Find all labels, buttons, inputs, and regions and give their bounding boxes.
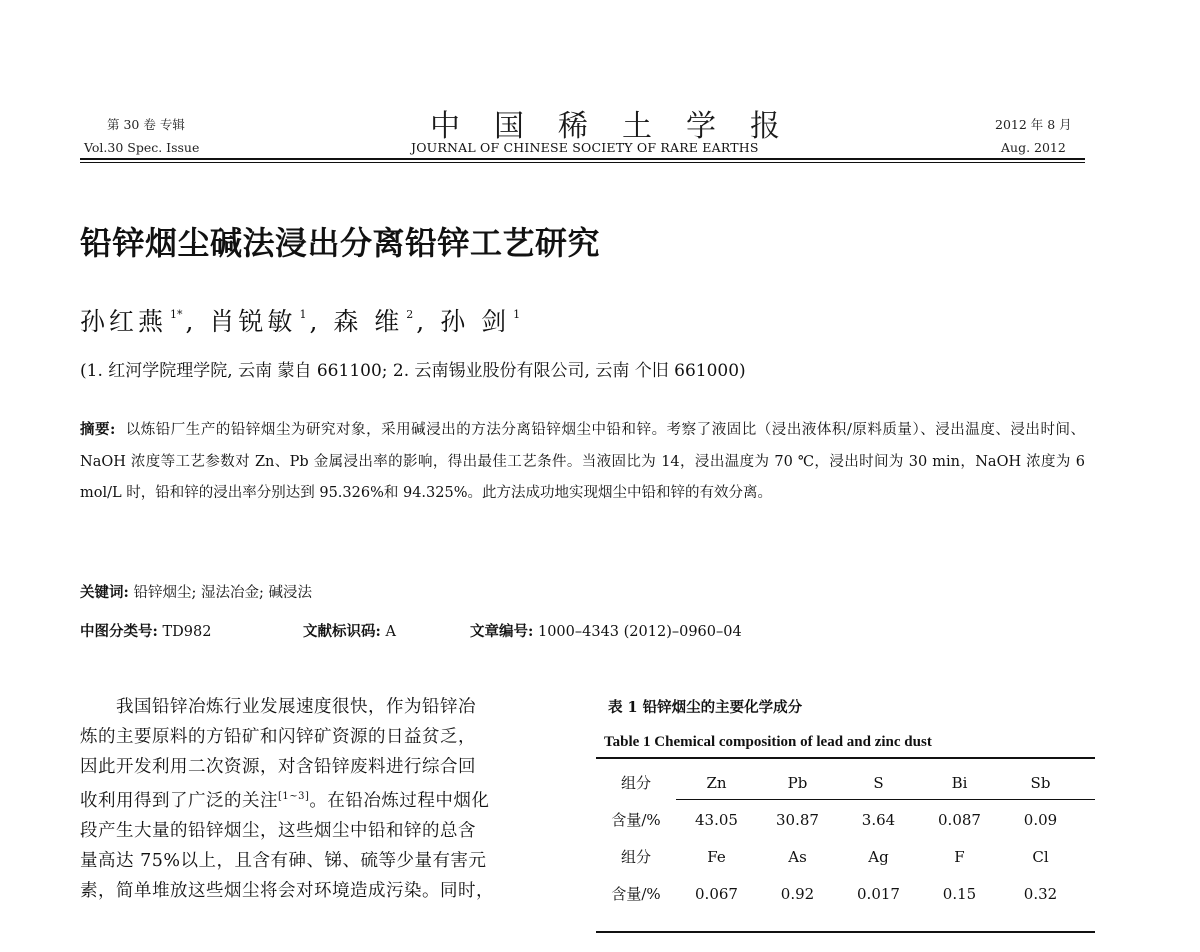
- journal-title-cn: 中国稀土学报: [430, 109, 814, 144]
- abstract: [80, 414, 1085, 510]
- table-cell: 组分: [620, 848, 651, 866]
- table-cell: Cl: [1032, 847, 1049, 866]
- table-cell: 0.09: [1023, 810, 1058, 829]
- table-cell: 43.05: [695, 810, 738, 829]
- affiliation: (1. 红河学院理学院, 云南 蒙自 661100; 2. 云南锡业股份有限公司, 云南 个旧 661000): [80, 361, 746, 381]
- table-cell: 0.32: [1023, 884, 1058, 903]
- article-number-label: 文章编号:: [470, 623, 534, 640]
- body-line: 素，简单堆放这些烟尘将会对环境造成污染。同时，: [80, 881, 494, 901]
- table-cell: 组分: [620, 774, 651, 792]
- body-line: 我国铅锌冶炼行业发展速度很快，作为铅锌冶: [116, 697, 476, 717]
- body-line-text: 。在铅冶炼过程中烟化: [309, 791, 490, 811]
- author-affil-mark: 2: [406, 308, 414, 321]
- body-line: [80, 782, 570, 816]
- table-cell: 0.017: [857, 884, 900, 903]
- table-rule-bottom: [596, 931, 1095, 933]
- table-row: [596, 838, 1081, 875]
- table-row: [596, 801, 1081, 838]
- author-list: 孙红燕 $^{1*}$ , 肖锐敏 $^1$ , 森 维 $^2$ , 孙 剑 $^1$: [80, 307, 521, 336]
- article-title: 铅锌烟尘碱法浸出分离铅锌工艺研究: [80, 224, 601, 262]
- header-rule-top: [80, 158, 1085, 160]
- table-cell: 0.92: [780, 884, 815, 903]
- date-cn: 2012 年 8 月: [995, 117, 1072, 132]
- volume-cn: 第 30 卷 专辑: [107, 117, 185, 132]
- table-cell: 含量/%: [611, 885, 661, 903]
- clc-label: 中图分类号:: [80, 623, 158, 640]
- table-cell: S: [873, 773, 884, 792]
- body-line: 量高达 75%以上，且含有砷、锑、硫等少量有害元: [80, 851, 487, 871]
- author-name: 孙红燕: [80, 307, 168, 336]
- table-cell: Bi: [951, 773, 968, 792]
- table-cell: 0.15: [942, 884, 977, 903]
- abstract-label: 摘要:: [80, 421, 116, 438]
- body-line: 因此开发利用二次资源，对含铅锌废料进行综合回: [80, 757, 476, 777]
- doc-code-label: 文献标识码:: [303, 623, 381, 640]
- keywords: [80, 581, 312, 602]
- table-rule-top: [596, 757, 1095, 759]
- header-rule-bottom: [80, 162, 1085, 163]
- table-row: [596, 875, 1081, 912]
- volume-en: Vol.30 Spec. Issue: [84, 140, 200, 155]
- table-cell: Sb: [1030, 773, 1051, 792]
- author-name: 肖锐敏: [209, 307, 297, 336]
- doc-code: A: [385, 624, 396, 640]
- keywords-label: 关键词:: [80, 584, 129, 601]
- table-cell: Zn: [706, 773, 727, 792]
- author-affil-mark: 1: [513, 308, 521, 321]
- classification-info: [80, 620, 211, 641]
- table-caption-cn: 表 1 铅锌烟尘的主要化学成分: [608, 699, 803, 716]
- clc-code: TD982: [162, 624, 212, 640]
- body-line-text: 收利用得到了广泛的关注: [80, 791, 278, 811]
- table-cell: 3.64: [861, 810, 896, 829]
- article-number-info: [470, 620, 742, 641]
- author-affil-mark: 1: [299, 308, 307, 321]
- author-name: 孙 剑: [440, 307, 511, 336]
- table-cell: 含量/%: [611, 811, 661, 829]
- table-cell: Pb: [787, 773, 808, 792]
- author-name: 森 维: [333, 307, 404, 336]
- table-cell: 30.87: [776, 810, 819, 829]
- author-affil-mark: 1*: [170, 308, 183, 321]
- body-line: 段产生大量的铅锌烟尘，这些烟尘中铅和锌的总含: [80, 821, 476, 841]
- table-cell: F: [954, 847, 965, 866]
- composition-table: [596, 764, 1081, 912]
- date-en: Aug. 2012: [1001, 140, 1066, 155]
- body-paragraph: [80, 692, 570, 906]
- table-caption-en: Table 1 Chemical composition of lead and zinc dust: [604, 734, 932, 750]
- table-row: [596, 764, 1081, 801]
- table-cell: 0.087: [938, 810, 981, 829]
- journal-title-en: JOURNAL OF CHINESE SOCIETY OF RARE EARTHS: [411, 140, 759, 155]
- keywords-text: 铅锌烟尘; 湿法冶金; 碱浸法: [133, 585, 312, 601]
- article-number: 1000–4343 (2012)–0960–04: [537, 624, 742, 640]
- citation-ref[interactable]: [1~3]: [278, 791, 310, 802]
- abstract-text: 以炼铅厂生产的铅锌烟尘为研究对象，采用碱浸出的方法分离铅锌烟尘中铅和锌。考察了液固比（浸出液体积/原料质量）、浸出温度、浸出时间、NaOH 浓度等工艺参数对 Zn、Pb 金属浸出率的影响，得出最佳工艺条件。当液固比为 14，浸出温度为 70 ℃，浸出时间为 30 min，NaOH 浓度为 6 mol/L 时，铅和锌的浸出率分别达到 95.326%和 94.325%。此方法成功地实现烟尘中铅和锌的有效分离。: [80, 422, 1085, 501]
- doc-code-info: [303, 620, 396, 641]
- table-cell: Ag: [868, 847, 889, 866]
- table-cell: Fe: [707, 847, 726, 866]
- table-cell: 0.067: [695, 884, 738, 903]
- table-cell: As: [788, 847, 807, 866]
- body-line: 炼的主要原料的方铅矿和闪锌矿资源的日益贫乏，: [80, 727, 476, 747]
